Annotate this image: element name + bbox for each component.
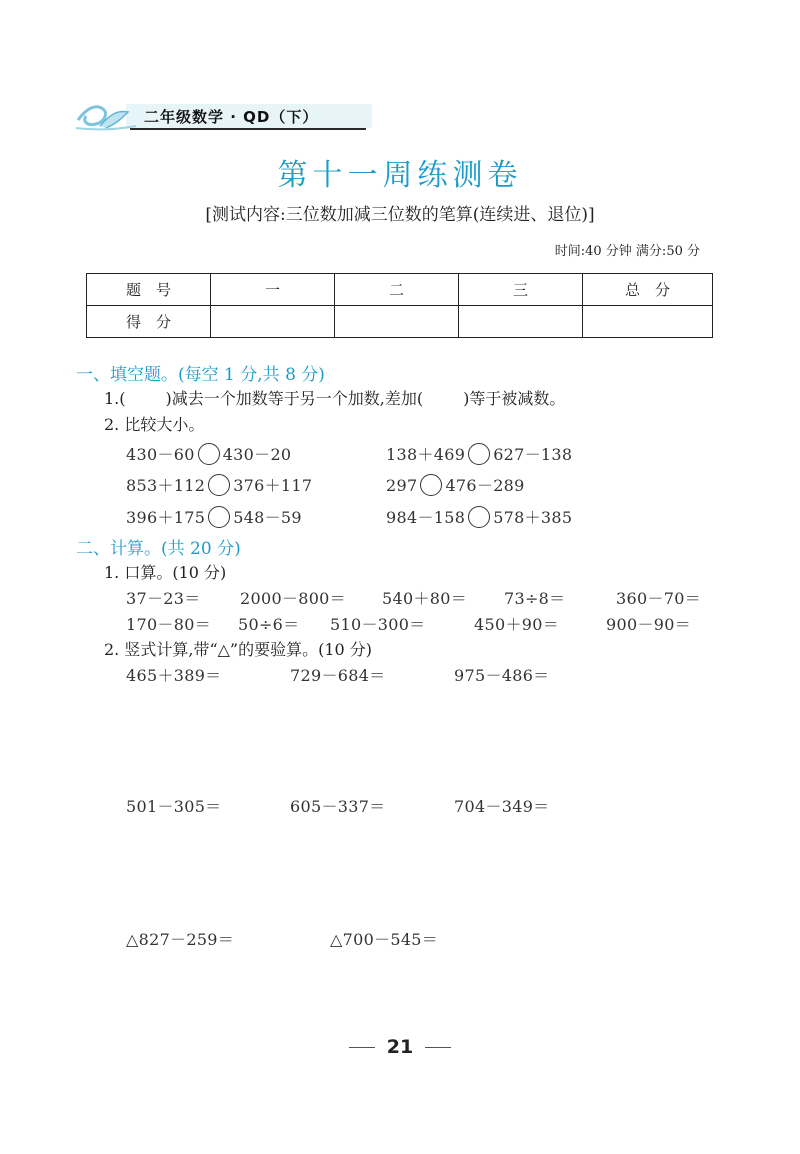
compare-answer-circle[interactable] bbox=[208, 474, 230, 496]
page-number-dash bbox=[425, 1047, 451, 1048]
compare-item bbox=[126, 442, 291, 467]
compare-left: 138＋469 bbox=[386, 445, 466, 464]
compare-item bbox=[386, 442, 572, 467]
score-table-score-row bbox=[87, 306, 713, 338]
oral-calc-item: 540＋80＝ bbox=[382, 589, 467, 608]
header-banner bbox=[74, 100, 370, 134]
swoosh-logo-icon bbox=[74, 100, 138, 134]
question-text-part: )减去一个加数等于另一个加数,差加( bbox=[165, 389, 424, 408]
compare-right: 627－138 bbox=[493, 445, 573, 464]
vertical-calc-title: 2. 竖式计算,带“△”的要验算。(10 分) bbox=[104, 640, 373, 659]
question-number: 1. bbox=[104, 389, 120, 408]
page-number-row bbox=[0, 1036, 800, 1058]
page-number: 21 bbox=[386, 1036, 414, 1058]
compare-right: 476－289 bbox=[445, 476, 525, 495]
oral-calc-item: 360－70＝ bbox=[616, 589, 701, 608]
compare-answer-circle[interactable] bbox=[468, 443, 490, 465]
compare-item bbox=[126, 473, 312, 498]
compare-right: 578＋385 bbox=[493, 508, 573, 527]
time-score-info: 时间:40 分钟 满分:50 分 bbox=[554, 244, 700, 259]
compare-right: 430－20 bbox=[222, 445, 292, 464]
oral-calc-item: 73÷8＝ bbox=[504, 589, 566, 608]
score-entry-cell[interactable] bbox=[459, 306, 583, 338]
vertical-calc-item: 704－349＝ bbox=[454, 797, 550, 816]
score-table bbox=[86, 273, 713, 338]
test-scope: [测试内容:三位数加减三位数的笔算(连续进、退位)] bbox=[205, 205, 595, 225]
compare-answer-circle[interactable] bbox=[198, 443, 220, 465]
section-2-title: 二、计算。(共 20 分) bbox=[76, 539, 241, 559]
compare-item bbox=[126, 505, 302, 530]
score-header-cell: 三 bbox=[459, 274, 583, 306]
compare-answer-circle[interactable] bbox=[420, 474, 442, 496]
question-text-part: )等于被减数。 bbox=[463, 389, 566, 408]
vertical-calc-item: 729－684＝ bbox=[290, 666, 386, 685]
page-number-dash bbox=[349, 1047, 375, 1048]
vertical-calc-item: 975－486＝ bbox=[454, 666, 550, 685]
oral-calc-item: 50÷6＝ bbox=[238, 615, 300, 634]
paper-title: 第十一周练测卷 bbox=[277, 158, 523, 193]
compare-left: 430－60 bbox=[126, 445, 195, 464]
oral-calc-item: 37－23＝ bbox=[126, 589, 201, 608]
compare-question-title: 2. 比较大小。 bbox=[104, 415, 205, 434]
fill-blank-question-1 bbox=[104, 386, 565, 409]
score-entry-cell[interactable] bbox=[211, 306, 335, 338]
oral-calc-item: 510－300＝ bbox=[330, 615, 426, 634]
compare-left: 984－158 bbox=[386, 508, 466, 527]
score-header-cell: 一 bbox=[211, 274, 335, 306]
compare-left: 297 bbox=[386, 476, 418, 495]
vertical-calc-item: 605－337＝ bbox=[290, 797, 386, 816]
vertical-calc-item: 501－305＝ bbox=[126, 797, 222, 816]
score-entry-cell[interactable] bbox=[583, 306, 713, 338]
oral-calc-item: 170－80＝ bbox=[126, 615, 211, 634]
score-entry-cell[interactable] bbox=[335, 306, 459, 338]
oral-calc-item: 2000－800＝ bbox=[240, 589, 346, 608]
score-header-cell: 总 分 bbox=[583, 274, 713, 306]
score-table-header-row bbox=[87, 274, 713, 306]
header-label: 二年级数学 · QD（下） bbox=[144, 108, 319, 126]
oral-calc-item: 450＋90＝ bbox=[474, 615, 559, 634]
question-text-part: ( bbox=[119, 389, 126, 408]
compare-answer-circle[interactable] bbox=[208, 506, 230, 528]
compare-item bbox=[386, 473, 525, 498]
section-1-title: 一、填空题。(每空 1 分,共 8 分) bbox=[76, 365, 325, 385]
score-row-label: 得 分 bbox=[87, 306, 211, 338]
oral-calc-item: 900－90＝ bbox=[606, 615, 691, 634]
score-header-cell: 题 号 bbox=[87, 274, 211, 306]
compare-answer-circle[interactable] bbox=[468, 506, 490, 528]
compare-item bbox=[386, 505, 572, 530]
vertical-calc-item-with-check: △700－545＝ bbox=[330, 930, 439, 949]
compare-left: 853＋112 bbox=[126, 476, 206, 495]
compare-right: 548－59 bbox=[233, 508, 302, 527]
compare-right: 376＋117 bbox=[233, 476, 313, 495]
vertical-calc-item-with-check: △827－259＝ bbox=[126, 930, 235, 949]
vertical-calc-item: 465＋389＝ bbox=[126, 666, 222, 685]
oral-calc-title: 1. 口算。(10 分) bbox=[104, 563, 227, 582]
score-header-cell: 二 bbox=[335, 274, 459, 306]
compare-left: 396＋175 bbox=[126, 508, 206, 527]
